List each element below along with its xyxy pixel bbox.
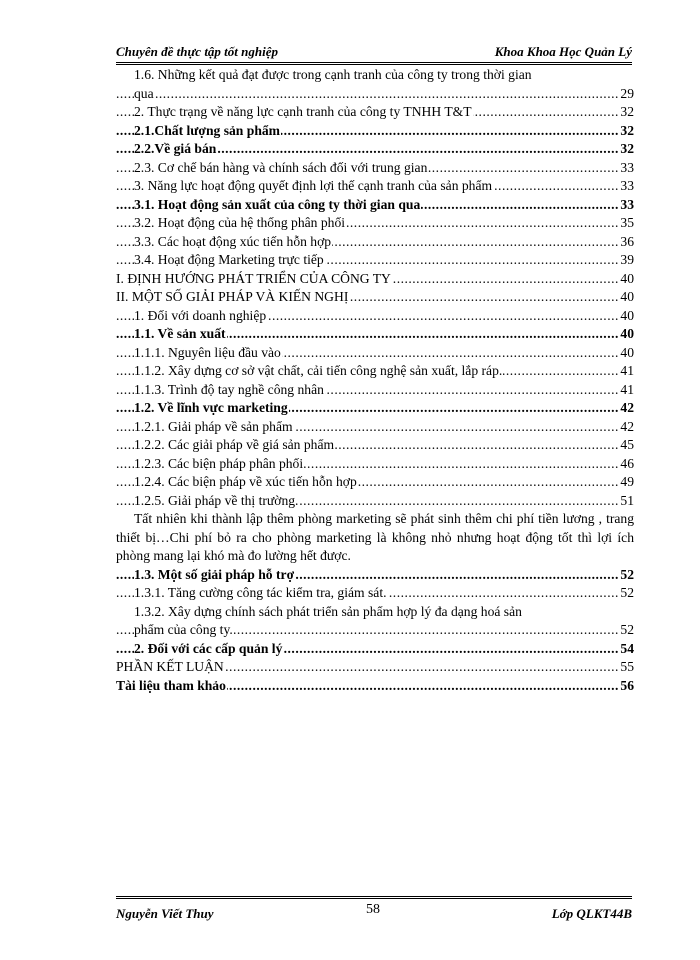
toc-entry-text: 3.1. Hoạt động sản xuất của công ty thời gian qua [134, 196, 421, 212]
toc-page-number: 52 [619, 621, 634, 640]
toc-page-number: 42 [619, 399, 634, 418]
toc-entry [116, 270, 634, 289]
toc-entry [116, 658, 634, 677]
toc-entry-text: 2. Thực trạng về năng lực cạnh tranh của công ty TNHH T&T [134, 104, 472, 119]
toc-entry-text: qua [134, 85, 154, 101]
page-header [116, 42, 632, 65]
toc-entry-continuation [116, 621, 634, 640]
toc-page-number: 29 [619, 85, 634, 104]
toc-entry [116, 214, 634, 233]
toc-entry [116, 288, 634, 307]
toc-page-number: 56 [619, 677, 634, 696]
toc-entry [116, 325, 634, 344]
toc-entry [116, 381, 634, 400]
toc-entry-text: phẩm của công ty. [134, 622, 233, 637]
toc-entry [116, 103, 634, 122]
toc-entry-text: 1.3.2. Xây dựng chính sách phát triển sản phẩm hợp lý đa dạng hoá sản [134, 603, 522, 619]
toc-page-number: 45 [619, 436, 634, 455]
toc-entry-text: 1.3.1. Tăng cường công tác kiểm tra, giám sát. [134, 585, 387, 600]
toc-entry [116, 251, 634, 270]
toc-entry [116, 362, 634, 381]
toc-entry-text: 1.2.4. Các biện pháp về xúc tiến hỗn hợp [134, 474, 357, 489]
toc-entry-text: PHẦN KẾT LUẬN [116, 659, 224, 674]
toc-entry-text: 1.1.3. Trình độ tay nghề công nhân [134, 381, 324, 397]
toc-page-number: 41 [619, 362, 634, 381]
toc-entry-text: 1.6. Những kết quả đạt được trong cạnh tranh của công ty trong thời gian [134, 67, 532, 82]
toc-page-number: 54 [619, 640, 634, 659]
toc-page-number: 51 [619, 492, 634, 511]
toc-entry [116, 344, 634, 363]
toc-entry-text: 1.2.5. Giải pháp về thị trường. [134, 492, 299, 508]
toc-entry-text: 1.2. Về lĩnh vực marketing [134, 400, 288, 415]
toc-entry [116, 140, 634, 159]
toc-entry-text: II. MỘT SỐ GIẢI PHÁP VÀ KIẾN NGHỊ [116, 289, 349, 304]
toc-entry-text: Tài liệu tham khảo [116, 677, 226, 693]
toc-page-number: 33 [619, 196, 634, 215]
toc-page-number: 49 [619, 473, 634, 492]
toc-entry-text: 1.2.2. Các giải pháp về giá sản phẩm [134, 437, 335, 452]
toc-entry [116, 436, 634, 455]
toc-entry [116, 399, 634, 418]
toc-entry-text: 1.2.3. Các biện pháp phân phối [134, 455, 304, 471]
toc-entry-text: 3. Năng lực hoạt động quyết định lợi thế cạnh tranh của sản phẩm [134, 178, 493, 193]
toc-entry [116, 66, 634, 85]
toc-page-number: 40 [619, 344, 634, 363]
toc-entry-text: 1.2.1. Giải pháp về sản phẩm [134, 418, 293, 434]
page-number: 58 [366, 902, 380, 917]
toc-entry [116, 492, 634, 511]
toc-entry [116, 584, 634, 603]
toc-entry [116, 418, 634, 437]
toc-page-number: 52 [619, 584, 634, 603]
toc-page-number: 55 [619, 658, 634, 677]
toc-entry [116, 196, 634, 215]
toc-page-number: 35 [619, 214, 634, 233]
toc-page-number: 39 [619, 251, 634, 270]
body-paragraph: Tất nhiên khi thành lập thêm phòng marketing sẽ phát sinh thêm chi phí tiền lương , trang thiết bị…Chi phí bỏ ra cho phòng marketing là không nhỏ nhưng hoạt động tốt thì lợi ích phòng mang lại khó mà đo lường hết được. [116, 511, 634, 563]
toc-entry [116, 677, 634, 696]
toc-entry-text: 2. Đối với các cấp quản lý [134, 640, 283, 656]
toc-entry [116, 473, 634, 492]
toc-page-number: 40 [619, 325, 634, 344]
toc-entry [116, 566, 634, 585]
toc-entry-text: 3.4. Hoạt động Marketing trực tiếp [134, 252, 324, 267]
toc-entry-text: 1.1.1. Nguyên liệu đầu vào [134, 344, 281, 360]
toc-page-number: 52 [619, 566, 634, 585]
footer-author: Nguyễn Viết Thuy [116, 906, 214, 921]
toc-entry [116, 603, 634, 622]
toc-page-number: 46 [619, 455, 634, 474]
toc-page-number: 40 [619, 307, 634, 326]
toc-page-number: 33 [619, 159, 634, 178]
header-right: Khoa Khoa Học Quản Lý [494, 44, 632, 59]
toc-entry [116, 233, 634, 252]
toc-page-number: 36 [619, 233, 634, 252]
toc-page-number: 32 [619, 103, 634, 122]
toc-entry-text: I. ĐỊNH HƯỚNG PHÁT TRIỂN CỦA CÔNG TY [116, 270, 391, 286]
toc-page-number: 41 [619, 381, 634, 400]
toc-entry-text: 1. Đối với doanh nghiệp [134, 307, 267, 323]
footer-class: Lớp QLKT44B [551, 906, 632, 921]
table-of-contents [116, 66, 634, 695]
toc-page-number: 42 [619, 418, 634, 437]
toc-entry-text: 2.3. Cơ chế bán hàng và chính sách đối với trung gian [134, 159, 428, 175]
toc-page-number: 33 [619, 177, 634, 196]
toc-entry-text: 3.3. Các hoạt động xúc tiến hỗn hợp [134, 233, 332, 249]
toc-entry-text: 2.2.Về giá bán [134, 141, 217, 156]
toc-entry [116, 307, 634, 326]
toc-entry [116, 640, 634, 659]
toc-entry [116, 177, 634, 196]
toc-entry-text: 1.1. Về sản xuất [134, 326, 226, 341]
toc-entry-continuation [116, 85, 634, 104]
toc-entry [116, 159, 634, 178]
toc-page-number: 40 [619, 270, 634, 289]
page-footer [116, 896, 632, 925]
toc-page-number: 40 [619, 288, 634, 307]
header-left: Chuyên đề thực tập tốt nghiệp [116, 44, 278, 59]
toc-entry-text: 1.1.2. Xây dựng cơ sở vật chất, cải tiến công nghệ sản xuất, lắp ráp. [134, 363, 503, 378]
toc-page-number: 32 [619, 122, 634, 141]
toc-page-number: 32 [619, 140, 634, 159]
toc-entry [116, 455, 634, 474]
toc-entry [116, 122, 634, 141]
toc-entry-text: 2.1.Chất lượng sản phẩm [134, 122, 280, 138]
toc-entry-text: 1.3. Một số giải pháp hỗ trợ [134, 566, 295, 582]
toc-entry-text: 3.2. Hoạt động của hệ thống phân phối [134, 215, 346, 230]
